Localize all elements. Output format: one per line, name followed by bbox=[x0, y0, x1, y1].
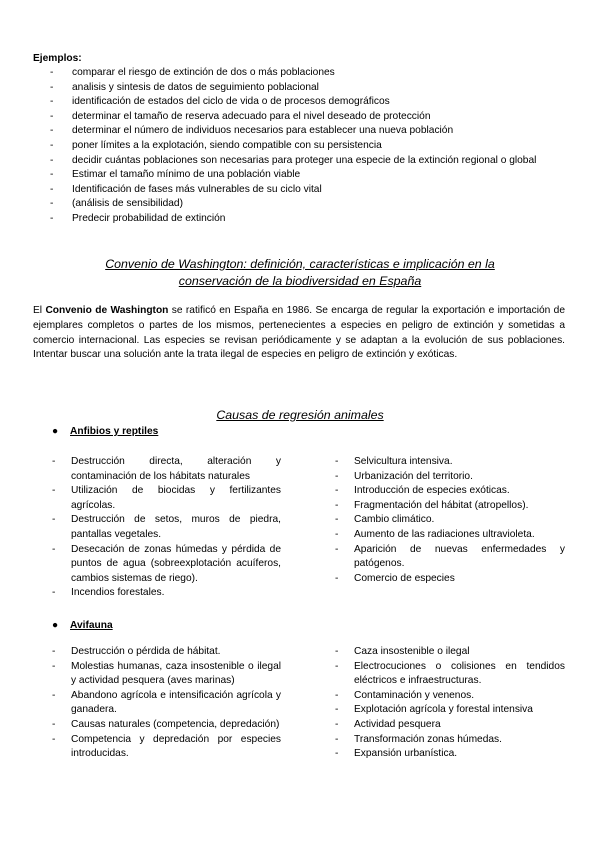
category-label: Avifauna bbox=[70, 620, 113, 631]
birds-left-list bbox=[52, 645, 281, 762]
list-item: - Identificación de fases más vulnerables de su ciclo vital bbox=[50, 183, 570, 198]
list-item: - Fragmentación del hábitat (atropellos). bbox=[335, 499, 565, 514]
category-label: Anfibios y reptiles bbox=[70, 426, 159, 437]
list-item: - Comercio de especies bbox=[335, 572, 565, 587]
bullet-icon: ● bbox=[52, 426, 59, 437]
list-item: - Aumento de las radiaciones ultravioleta. bbox=[335, 528, 565, 543]
washington-title-line-1: Convenio de Washington: definición, características e implicación en la bbox=[105, 257, 495, 271]
list-item: - poner límites a la explotación, siendo compatible con su persistencia bbox=[50, 139, 570, 154]
list-item: - decidir cuántas poblaciones son necesarias para proteger una especie de la extinción regional o global bbox=[50, 154, 570, 169]
list-item: - Aparición de nuevas enfermedades y patógenos. bbox=[335, 543, 565, 572]
list-item: - comparar el riesgo de extinción de dos o más poblaciones bbox=[50, 66, 570, 81]
list-item: - Estimar el tamaño mínimo de una población viable bbox=[50, 168, 570, 183]
list-item: - Contaminación y venenos. bbox=[335, 689, 565, 704]
list-item: - Predecir probabilidad de extinción bbox=[50, 212, 570, 227]
washington-paragraph-intro: El bbox=[33, 305, 46, 316]
list-item: - Electrocuciones o colisiones en tendidos eléctricos e infraestructuras. bbox=[335, 660, 565, 689]
list-item: - Competencia y depredación por especies introducidas. bbox=[52, 733, 281, 762]
list-item: - Explotación agrícola y forestal intensiva bbox=[335, 703, 565, 718]
list-item: - Expansión urbanística. bbox=[335, 747, 565, 762]
washington-paragraph-body: se ratificó en España en 1986. Se encarga de regular la exportación e importación de ejemplares completos o partes de los mismos, pertenecientes a especies en peligro de extinción y sometidas a comercio internacional. Las especies se revisan periódicamente y se adaptan a la evolución de sus poblaciones. Intentar buscar una solución ante la trata ilegal de especies en peligro de extinción y exóticas. bbox=[33, 305, 565, 361]
list-item: - Desecación de zonas húmedas y pérdida de puntos de agua (sobreexplotación acuíferos, cambios sistemas de riego). bbox=[52, 543, 281, 587]
category-amphibians bbox=[52, 425, 158, 438]
list-item: - Utilización de biocidas y fertilizantes agrícolas. bbox=[52, 484, 281, 513]
list-item: - Introducción de especies exóticas. bbox=[335, 484, 565, 499]
list-item: - Incendios forestales. bbox=[52, 586, 281, 601]
examples-list bbox=[50, 66, 570, 227]
amphibians-right-list bbox=[335, 455, 565, 586]
list-item: - Transformación zonas húmedas. bbox=[335, 733, 565, 748]
category-birds bbox=[52, 619, 113, 632]
list-item: - Caza insostenible o ilegal bbox=[335, 645, 565, 660]
washington-title-line-2: conservación de la biodiversidad en España bbox=[178, 274, 422, 288]
list-item: - Molestias humanas, caza insostenible o ilegal y actividad pesquera (aves marinas) bbox=[52, 660, 281, 689]
list-item: - determinar el tamaño de reserva adecuado para el nivel deseado de protección bbox=[50, 110, 570, 125]
list-item: - Cambio climático. bbox=[335, 513, 565, 528]
bullet-icon: ● bbox=[52, 620, 59, 631]
causes-title: Causas de regresión animales bbox=[216, 408, 384, 422]
list-item: - determinar el número de individuos necesarios para establecer una nueva población bbox=[50, 124, 570, 139]
list-item: - (análisis de sensibilidad) bbox=[50, 197, 570, 212]
list-item: - Destrucción o pérdida de hábitat. bbox=[52, 645, 281, 660]
amphibians-left-list bbox=[52, 455, 281, 601]
washington-paragraph bbox=[33, 304, 565, 363]
list-item: - Urbanización del territorio. bbox=[335, 470, 565, 485]
list-item: - Causas naturales (competencia, depredación) bbox=[52, 718, 281, 733]
list-item: - Selvicultura intensiva. bbox=[335, 455, 565, 470]
list-item: - Destrucción de setos, muros de piedra, pantallas vegetales. bbox=[52, 513, 281, 542]
list-item: - analisis y sintesis de datos de seguimiento poblacional bbox=[50, 81, 570, 96]
examples-heading: Ejemplos: bbox=[33, 53, 82, 64]
list-item: - Destrucción directa, alteración y contaminación de los hábitats naturales bbox=[52, 455, 281, 484]
list-item: - identificación de estados del ciclo de vida o de procesos demográficos bbox=[50, 95, 570, 110]
list-item: - Actividad pesquera bbox=[335, 718, 565, 733]
list-item: - Abandono agrícola e intensificación agrícola y ganadera. bbox=[52, 689, 281, 718]
birds-right-list bbox=[335, 645, 565, 762]
washington-paragraph-bold: Convenio de Washington bbox=[45, 305, 169, 316]
